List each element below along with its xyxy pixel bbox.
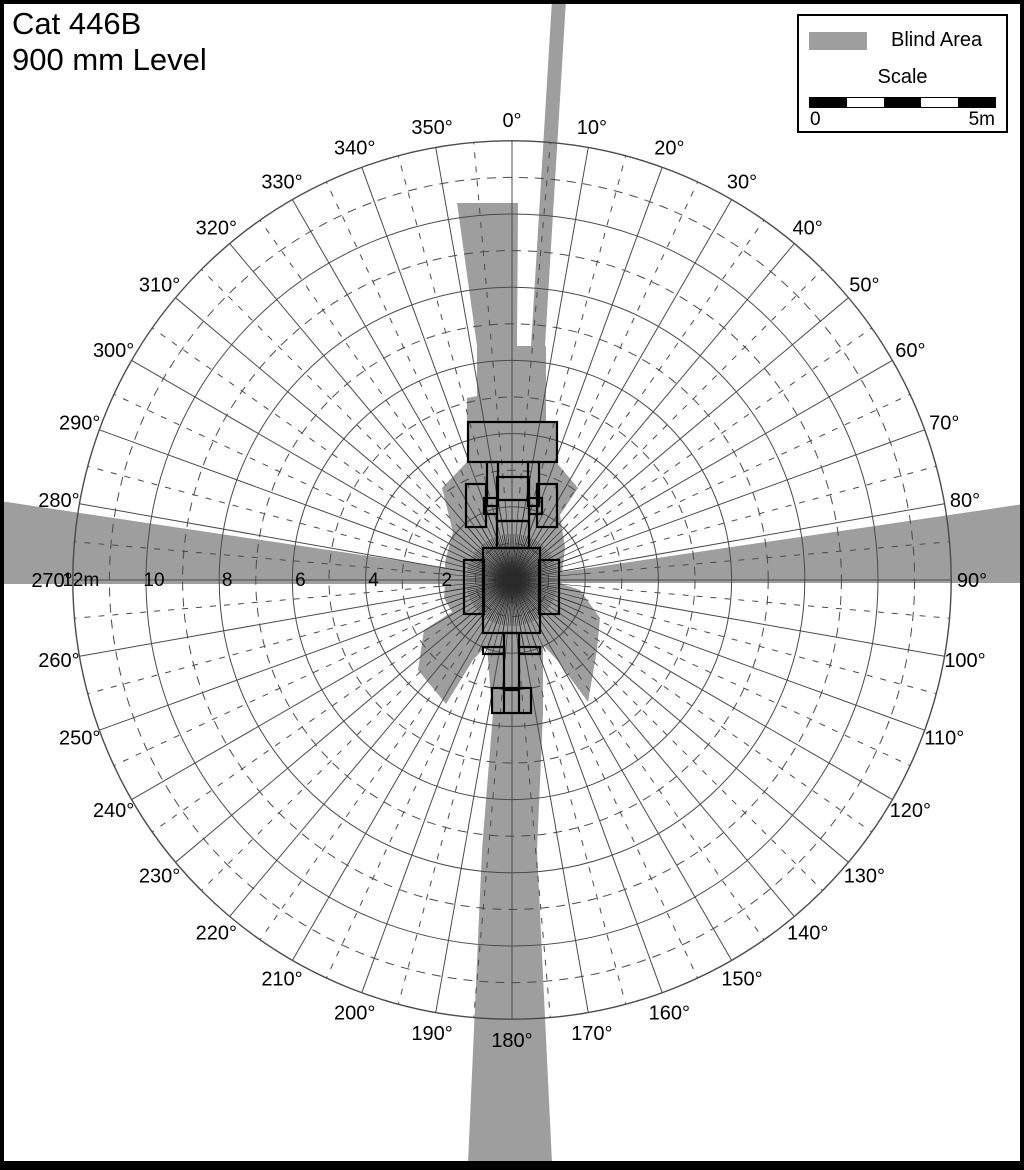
ring-label-2m: 2 bbox=[441, 570, 453, 591]
degree-label-180: 180° bbox=[491, 1030, 533, 1052]
degree-label-350: 350° bbox=[411, 116, 453, 139]
scale-bar bbox=[809, 97, 996, 108]
degree-label-190: 190° bbox=[411, 1023, 453, 1046]
degree-label-50: 50° bbox=[849, 274, 880, 297]
scale-start-label: 0 bbox=[810, 109, 821, 130]
blind-area-swatch bbox=[809, 32, 867, 50]
degree-label-200: 200° bbox=[333, 1002, 376, 1025]
border-top bbox=[0, 0, 1024, 4]
degree-label-320: 320° bbox=[195, 217, 238, 240]
ring-label-10m: 10 bbox=[143, 570, 165, 591]
degree-label-170: 170° bbox=[571, 1023, 613, 1046]
degree-label-150: 150° bbox=[721, 968, 763, 991]
degree-label-280: 280° bbox=[38, 490, 80, 513]
scale-bar-segment bbox=[847, 98, 884, 107]
degree-label-210: 210° bbox=[261, 968, 303, 991]
scale-bar-segment bbox=[921, 98, 958, 107]
degree-label-80: 80° bbox=[949, 490, 981, 513]
degree-label-160: 160° bbox=[648, 1002, 691, 1025]
degree-label-10: 10° bbox=[576, 116, 608, 139]
degree-label-290: 290° bbox=[59, 412, 101, 435]
degree-label-70: 70° bbox=[929, 412, 960, 435]
border-bottom bbox=[0, 1161, 1024, 1170]
degree-label-30: 30° bbox=[726, 171, 758, 194]
border-right bbox=[1020, 0, 1024, 1170]
degree-label-0: 0° bbox=[502, 110, 522, 132]
degree-label-60: 60° bbox=[895, 340, 926, 362]
degree-label-130: 130° bbox=[843, 865, 886, 888]
scale-end-labels bbox=[810, 109, 995, 131]
degree-label-20: 20° bbox=[654, 137, 685, 160]
degree-label-310: 310° bbox=[138, 274, 181, 297]
legend bbox=[797, 14, 1008, 133]
blind-area-label: Blind Area bbox=[891, 29, 983, 51]
degree-label-230: 230° bbox=[138, 865, 181, 888]
center-starburst bbox=[439, 507, 585, 653]
border-left bbox=[0, 0, 4, 1170]
degree-label-120: 120° bbox=[889, 800, 932, 822]
scale-bar-segment bbox=[810, 98, 847, 107]
degree-label-90: 90° bbox=[956, 570, 988, 592]
scale-bar-segment bbox=[884, 98, 921, 107]
machine-model-title: Cat 446B bbox=[12, 6, 142, 41]
scale-label: Scale bbox=[877, 66, 928, 88]
degree-label-220: 220° bbox=[195, 922, 238, 945]
degree-label-330: 330° bbox=[261, 171, 303, 194]
ring-label-8m: 8 bbox=[221, 570, 233, 591]
degree-label-260: 260° bbox=[38, 649, 80, 672]
degree-label-270: 270° bbox=[31, 570, 73, 592]
measurement-level-subtitle: 900 mm Level bbox=[12, 42, 207, 77]
degree-label-110: 110° bbox=[924, 727, 965, 750]
degree-label-100: 100° bbox=[944, 649, 986, 672]
degree-label-300: 300° bbox=[92, 340, 135, 362]
scale-end-label: 5m bbox=[968, 109, 995, 130]
degree-label-340: 340° bbox=[333, 137, 376, 160]
ring-label-6m: 6 bbox=[295, 570, 306, 591]
degree-label-240: 240° bbox=[92, 800, 135, 822]
degree-label-40: 40° bbox=[792, 217, 823, 240]
legend-blind-area-row bbox=[809, 29, 1006, 52]
scale-bar-segment bbox=[958, 98, 995, 107]
ring-label-12m: 12m bbox=[62, 570, 100, 591]
center-hub bbox=[508, 576, 517, 585]
degree-label-140: 140° bbox=[786, 922, 829, 945]
degree-label-250: 250° bbox=[59, 727, 101, 750]
title-block bbox=[12, 6, 207, 78]
ring-label-4m: 4 bbox=[368, 570, 379, 591]
